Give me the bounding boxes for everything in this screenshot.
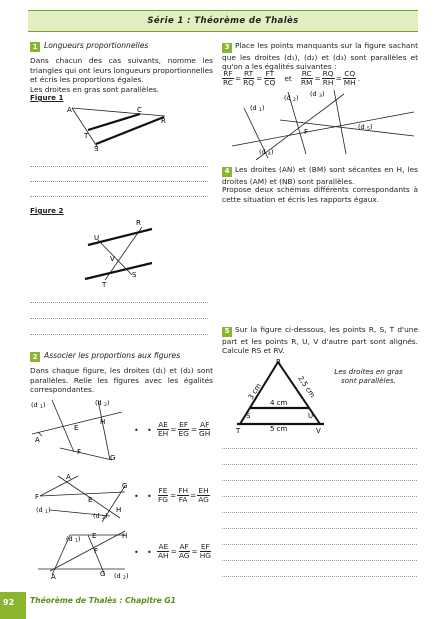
svg-text:5: 5 — [367, 127, 370, 132]
fig-c-d1: (d — [66, 535, 73, 543]
ex5-point-t: T — [236, 427, 241, 435]
fig-c-point-a: A — [51, 573, 56, 581]
svg-text:): ) — [43, 401, 46, 409]
answer-line — [30, 302, 208, 303]
ex4-text: Les droites (AN) et (BM) sont sécantes en H, les droites (AM) et (NB) sont parallèles. — [222, 165, 418, 186]
fig1-point-c: C — [137, 106, 142, 114]
ex3-d4: (d — [259, 148, 266, 156]
ex2-figure-a — [30, 396, 135, 468]
answer-line — [222, 448, 417, 449]
ex1-header — [30, 41, 215, 52]
svg-text:): ) — [126, 572, 129, 580]
answer-line — [222, 496, 417, 497]
answer-line — [222, 560, 417, 561]
answer-line — [30, 166, 208, 167]
ex1-number: 1 — [30, 42, 40, 52]
fig1-point-t: T — [84, 132, 89, 140]
svg-text:): ) — [48, 506, 51, 514]
figure1-label: Figure 1 — [30, 93, 64, 102]
ex3-d1: (d — [250, 104, 257, 112]
ex5-point-r: R — [276, 358, 281, 366]
svg-text:): ) — [78, 535, 81, 543]
answer-line — [30, 318, 208, 319]
ex1-text: Dans chacun des cas suivants, nomme les triangles qui ont leurs longueurs proportionnelles et écris les proportions égales. — [30, 56, 213, 85]
svg-text:3: 3 — [319, 94, 322, 99]
svg-text:2: 2 — [104, 403, 107, 408]
fig-a-point-a: A — [35, 436, 40, 444]
ex2-header — [30, 351, 215, 362]
ex4-number: 4 — [222, 167, 232, 177]
ex5-text: Sur la figure ci-dessous, les points R, S, T d'une part et les points R, U, V d'autre part sont alignés. Calcule RS et RV. — [222, 325, 418, 356]
svg-text:): ) — [271, 148, 274, 156]
connect-dot-left[interactable]: • — [134, 426, 139, 435]
ex1-title: Longueurs proportionnelles — [44, 41, 149, 50]
ex3-figure — [222, 88, 418, 160]
answer-line — [222, 480, 417, 481]
ex3-point-f: F — [304, 128, 309, 136]
svg-text:1: 1 — [75, 539, 78, 544]
fig2-point-r: R — [136, 219, 141, 227]
fig-c-point-f: F — [94, 547, 99, 555]
fig2-point-t: T — [102, 281, 107, 289]
fig1-point-r: R — [161, 117, 166, 125]
svg-text:2: 2 — [102, 516, 105, 521]
svg-text:1: 1 — [45, 510, 48, 515]
ex3-connector: et — [284, 74, 292, 83]
fig-a-d2: (d — [95, 399, 102, 407]
footer-chapter: Théorème de Thalès : Chapitre G1 — [30, 596, 176, 605]
ex3-equalities: $\frac{RF}{RC}$ = $\frac{RT}{RQ}$ = $\frac{FT}{CQ}$ et $\frac{RC}{RM}$ = $\frac{RQ}{RH}$ = $\frac{CQ}{MH}$ . — [223, 69, 361, 87]
fig-b-d1: (d — [36, 506, 43, 514]
ex2-equality-2: $\frac{FE}{FG}$ = $\frac{FH}{FA}$ = $\frac{EH}{AG}$ — [158, 486, 209, 504]
ex5-number: 5 — [222, 327, 232, 337]
page-number: 92 — [3, 598, 15, 607]
fig-b-point-f: F — [35, 493, 40, 501]
ex4-instructions-2: Propose deux schémas différents correspondants à cette situation et écris les rapports égaux. — [222, 185, 418, 204]
answer-line — [30, 181, 208, 182]
ex4-instructions — [222, 165, 418, 186]
answer-line — [222, 512, 417, 513]
ex1-instructions — [30, 56, 213, 94]
figure2-label: Figure 2 — [30, 206, 64, 215]
ex3-number: 3 — [222, 43, 232, 53]
series-banner — [28, 10, 418, 32]
fig1-point-s: S — [94, 145, 99, 153]
svg-text:2: 2 — [123, 576, 126, 581]
ex5-length-rs: 3 cm — [246, 382, 263, 402]
ex1-text2: Les droites en gras sont parallèles. — [30, 84, 160, 94]
fig-a-point-f: F — [77, 448, 82, 456]
answer-line — [30, 334, 208, 335]
fig2-point-v: V — [110, 255, 115, 263]
fig-c-point-h: H — [122, 532, 128, 540]
answer-line — [30, 196, 208, 197]
ex3-d2: (d — [284, 94, 291, 102]
figure1-diagram — [60, 100, 185, 155]
svg-text:): ) — [322, 90, 325, 98]
ex2-instructions: Dans chaque figure, les droites (d₁) et (d₂) sont parallèles. Relie les figures avec les égalités correspondantes. — [30, 366, 213, 395]
connect-dot-left[interactable]: • — [134, 548, 139, 557]
ex5-point-u: U — [308, 412, 314, 420]
ex2-equality-1: $\frac{AE}{EH}$ = $\frac{EF}{EG}$ = $\frac{AF}{GH}$ — [158, 420, 211, 438]
svg-text:): ) — [262, 104, 265, 112]
answer-line — [222, 528, 417, 529]
svg-text:): ) — [370, 123, 373, 131]
fig2-point-s: S — [132, 271, 137, 279]
ex5-instructions — [222, 325, 418, 356]
ex2-number: 2 — [30, 352, 40, 362]
ex5-length-su: 4 cm — [270, 399, 288, 407]
fig-a-point-e: E — [74, 424, 79, 432]
fig-a-point-h: H — [100, 418, 106, 426]
figure2-diagram — [80, 215, 170, 290]
answer-line — [222, 464, 417, 465]
ex2-equality-3: $\frac{AE}{AH}$ = $\frac{AF}{AG}$ = $\frac{EF}{HG}$ — [158, 542, 211, 560]
connect-dot-left[interactable]: • — [134, 492, 139, 501]
answer-line — [222, 544, 417, 545]
ex5-point-v: V — [316, 427, 321, 435]
fig-a-point-g: G — [110, 454, 116, 462]
fig-c-point-e: E — [92, 532, 97, 540]
svg-text:4: 4 — [268, 152, 271, 157]
svg-text:): ) — [296, 94, 299, 102]
ex5-triangle-figure — [232, 356, 337, 436]
connect-dot-right[interactable]: • — [147, 548, 152, 557]
ex3-text: Place les points manquants sur la figure sachant que les droites (d₁), (d₂) et (d₃) sont parallèles et qu'on a les égalités suivantes : — [222, 41, 418, 72]
ex2-figure-b — [30, 470, 135, 525]
fig-b-point-h: H — [116, 506, 122, 514]
svg-text:1: 1 — [259, 108, 262, 113]
svg-text:): ) — [107, 399, 110, 407]
fig-c-point-g: G — [100, 570, 106, 578]
fig-b-point-g: G — [122, 482, 128, 490]
ex5-point-s: S — [246, 412, 251, 420]
svg-text:): ) — [105, 512, 108, 520]
connect-dot-right[interactable]: • — [147, 426, 152, 435]
fig1-point-a: A — [67, 106, 72, 114]
fig-b-point-e: E — [88, 496, 93, 504]
fig-c-d2: (d — [114, 572, 121, 580]
answer-line — [222, 576, 417, 577]
ex3-d5: (d — [358, 123, 365, 131]
svg-text:1: 1 — [40, 405, 43, 410]
ex5-length-ru: 2,5 cm — [296, 374, 317, 400]
fig-a-d1: (d — [31, 401, 38, 409]
ex5-length-tv: 5 cm — [270, 425, 288, 433]
ex2-figure-c — [30, 527, 135, 585]
ex2-title: Associer les proportions aux figures — [44, 351, 181, 360]
svg-text:2: 2 — [293, 98, 296, 103]
ex5-note: Les droites en gras sont parallèles. — [334, 367, 403, 386]
connect-dot-right[interactable]: • — [147, 492, 152, 501]
series-title: Série 1 : Théorème de Thalès — [147, 16, 299, 26]
fig-b-point-a: A — [66, 473, 71, 481]
ex3-d3: (d — [310, 90, 317, 98]
fig-b-d2: (d — [93, 512, 100, 520]
fig2-point-u: U — [94, 234, 100, 242]
